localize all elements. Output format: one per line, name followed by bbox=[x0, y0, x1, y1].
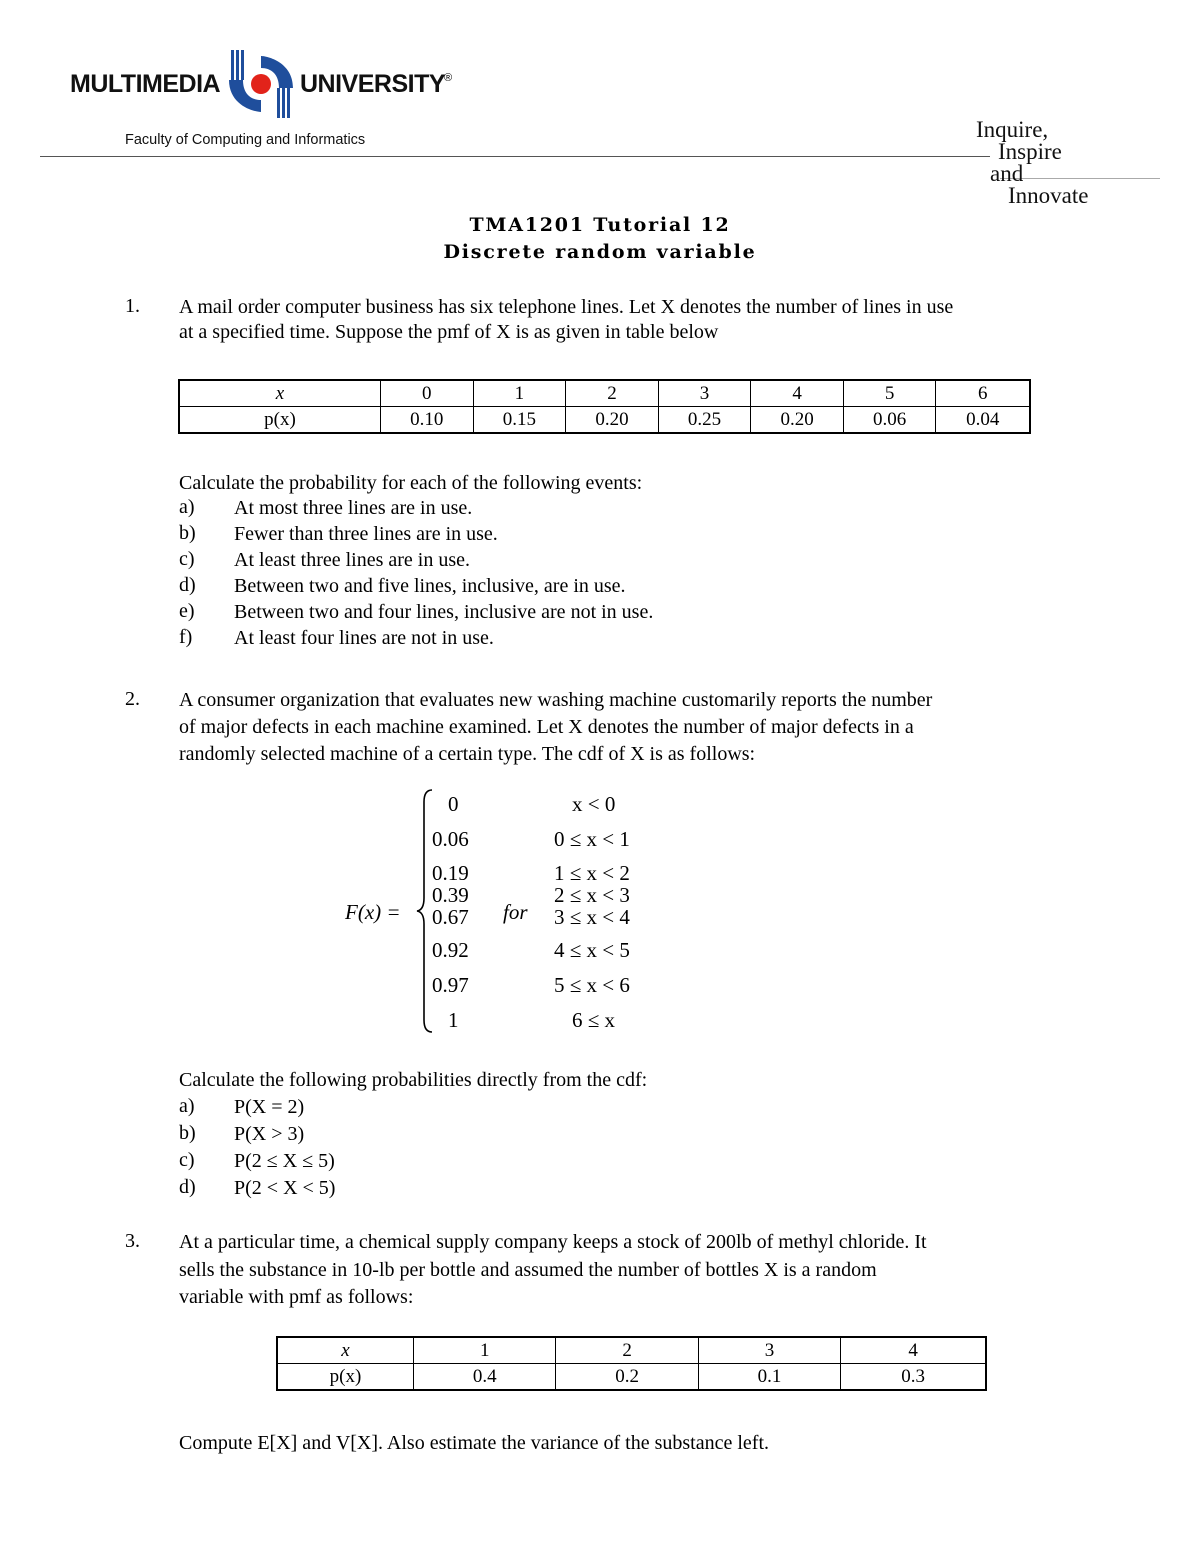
table-cell: 0.15 bbox=[473, 407, 566, 434]
table-cell: 6 bbox=[936, 380, 1030, 407]
table-cell: 4 bbox=[841, 1337, 986, 1364]
cdf-value: 0.97 bbox=[432, 973, 469, 997]
table-cell: 4 bbox=[751, 380, 844, 407]
q2-text-line3: randomly selected machine of a certain type. The cdf of X is as follows: bbox=[179, 743, 756, 765]
q3-text-line3: variable with pmf as follows: bbox=[179, 1286, 414, 1308]
cdf-for-word: for bbox=[503, 900, 528, 924]
q1-item-text: Between two and four lines, inclusive are not in use. bbox=[234, 601, 654, 623]
header-rule-right bbox=[1000, 178, 1160, 179]
q2-item-label: c) bbox=[179, 1149, 195, 1171]
table-cell: 0.25 bbox=[658, 407, 751, 434]
cdf-lhs: F(x) = bbox=[345, 900, 401, 924]
q1-item-label: a) bbox=[179, 496, 195, 518]
table-row bbox=[277, 1364, 986, 1391]
q1-item-label: d) bbox=[179, 574, 196, 596]
q1-text-line1: A mail order computer business has six telephone lines. Let X denotes the number of lines in use bbox=[179, 296, 954, 318]
q2-prompt: Calculate the following probabilities directly from the cdf: bbox=[179, 1069, 648, 1091]
q3-pmf-table bbox=[276, 1336, 987, 1391]
q1-prompt: Calculate the probability for each of the following events: bbox=[179, 472, 643, 494]
table-cell: 0.10 bbox=[381, 407, 474, 434]
q1-item-text: At least four lines are not in use. bbox=[234, 627, 494, 649]
cdf-condition: 6 ≤ x bbox=[572, 1008, 616, 1032]
table-cell: x bbox=[277, 1337, 414, 1364]
motto-innovate: Innovate bbox=[1008, 183, 1089, 208]
faculty-name: Faculty of Computing and Informatics bbox=[125, 132, 366, 148]
table-cell: 0.06 bbox=[843, 407, 936, 434]
q1-item-label: c) bbox=[179, 548, 195, 570]
table-cell: 0.20 bbox=[566, 407, 659, 434]
table-cell: x bbox=[179, 380, 381, 407]
q1-number: 1. bbox=[125, 295, 140, 317]
cdf-condition: 2 ≤ x < 3 bbox=[554, 883, 630, 907]
motto-inspire: Inspire bbox=[998, 139, 1062, 164]
table-cell: p(x) bbox=[277, 1364, 414, 1391]
table-cell: 3 bbox=[698, 1337, 840, 1364]
cdf-value: 0.19 bbox=[432, 861, 469, 885]
cdf-condition: 5 ≤ x < 6 bbox=[554, 973, 630, 997]
q1-item-label: b) bbox=[179, 522, 196, 544]
table-cell: 2 bbox=[566, 380, 659, 407]
q1-text-line2: at a specified time. Suppose the pmf of X is as given in table below bbox=[179, 321, 719, 343]
q3-final-instruction: Compute E[X] and V[X]. Also estimate the variance of the substance left. bbox=[179, 1432, 770, 1454]
q1-item-label: f) bbox=[179, 626, 193, 648]
cdf-value: 1 bbox=[448, 1008, 459, 1032]
logo-text-multimedia: MULTIMEDIA bbox=[70, 70, 221, 98]
table-cell: 1 bbox=[473, 380, 566, 407]
logo-text-university: UNIVERSITY bbox=[300, 70, 446, 98]
table-cell: p(x) bbox=[179, 407, 381, 434]
cdf-condition: x < 0 bbox=[572, 792, 616, 816]
q2-item-text: P(2 ≤ X ≤ 5) bbox=[234, 1150, 335, 1172]
q1-item-text: At least three lines are in use. bbox=[234, 549, 471, 571]
cdf-value: 0.92 bbox=[432, 938, 469, 962]
cdf-condition: 1 ≤ x < 2 bbox=[554, 861, 630, 885]
q2-item-label: d) bbox=[179, 1176, 196, 1198]
q1-item-text: Fewer than three lines are in use. bbox=[234, 523, 498, 545]
motto-inquire: Inquire, bbox=[976, 117, 1049, 142]
q2-item-text: P(2 < X < 5) bbox=[234, 1177, 336, 1199]
q1-pmf-table bbox=[178, 379, 1031, 434]
header-rule bbox=[40, 156, 990, 157]
q2-text-line2: of major defects in each machine examined. Let X denotes the number of major defects in a bbox=[179, 716, 914, 738]
page-subtitle: Discrete random variable bbox=[443, 241, 757, 263]
cdf-value: 0.67 bbox=[432, 905, 469, 929]
q1-item-text: At most three lines are in use. bbox=[234, 497, 473, 519]
q3-text-line2: sells the substance in 10-lb per bottle and assumed the number of bottles X is a random bbox=[179, 1259, 877, 1281]
q2-item-text: P(X > 3) bbox=[234, 1123, 305, 1145]
cdf-condition: 0 ≤ x < 1 bbox=[554, 827, 630, 851]
table-row bbox=[179, 407, 1030, 434]
cdf-condition: 3 ≤ x < 4 bbox=[554, 905, 630, 929]
table-cell: 0.2 bbox=[556, 1364, 698, 1391]
table-row bbox=[277, 1337, 986, 1364]
table-cell: 0.1 bbox=[698, 1364, 840, 1391]
cdf-value: 0.06 bbox=[432, 827, 469, 851]
table-cell: 5 bbox=[843, 380, 936, 407]
q3-text-line1: At a particular time, a chemical supply company keeps a stock of 200lb of methyl chloride. It bbox=[179, 1231, 927, 1253]
motto-and: and bbox=[990, 161, 1024, 186]
q3-number: 3. bbox=[125, 1230, 140, 1252]
table-cell: 0 bbox=[381, 380, 474, 407]
q2-item-label: a) bbox=[179, 1095, 195, 1117]
table-cell: 0.20 bbox=[751, 407, 844, 434]
q2-item-text: P(X = 2) bbox=[234, 1096, 305, 1118]
q1-item-label: e) bbox=[179, 600, 195, 622]
page-title: TMA1201 Tutorial 12 bbox=[469, 214, 731, 236]
table-cell: 1 bbox=[414, 1337, 556, 1364]
cdf-value: 0.39 bbox=[432, 883, 469, 907]
q2-number: 2. bbox=[125, 688, 140, 710]
q2-item-label: b) bbox=[179, 1122, 196, 1144]
q1-item-text: Between two and five lines, inclusive, are in use. bbox=[234, 575, 626, 597]
mmu-logo-icon bbox=[225, 48, 297, 120]
registered-mark: ® bbox=[444, 72, 453, 84]
cdf-value: 0 bbox=[448, 792, 459, 816]
table-cell: 3 bbox=[658, 380, 751, 407]
table-cell: 0.4 bbox=[414, 1364, 556, 1391]
q2-text-line1: A consumer organization that evaluates new washing machine customarily reports the number bbox=[179, 689, 933, 711]
table-cell: 0.04 bbox=[936, 407, 1030, 434]
table-cell: 2 bbox=[556, 1337, 698, 1364]
table-cell: 0.3 bbox=[841, 1364, 986, 1391]
cdf-condition: 4 ≤ x < 5 bbox=[554, 938, 630, 962]
table-row bbox=[179, 380, 1030, 407]
